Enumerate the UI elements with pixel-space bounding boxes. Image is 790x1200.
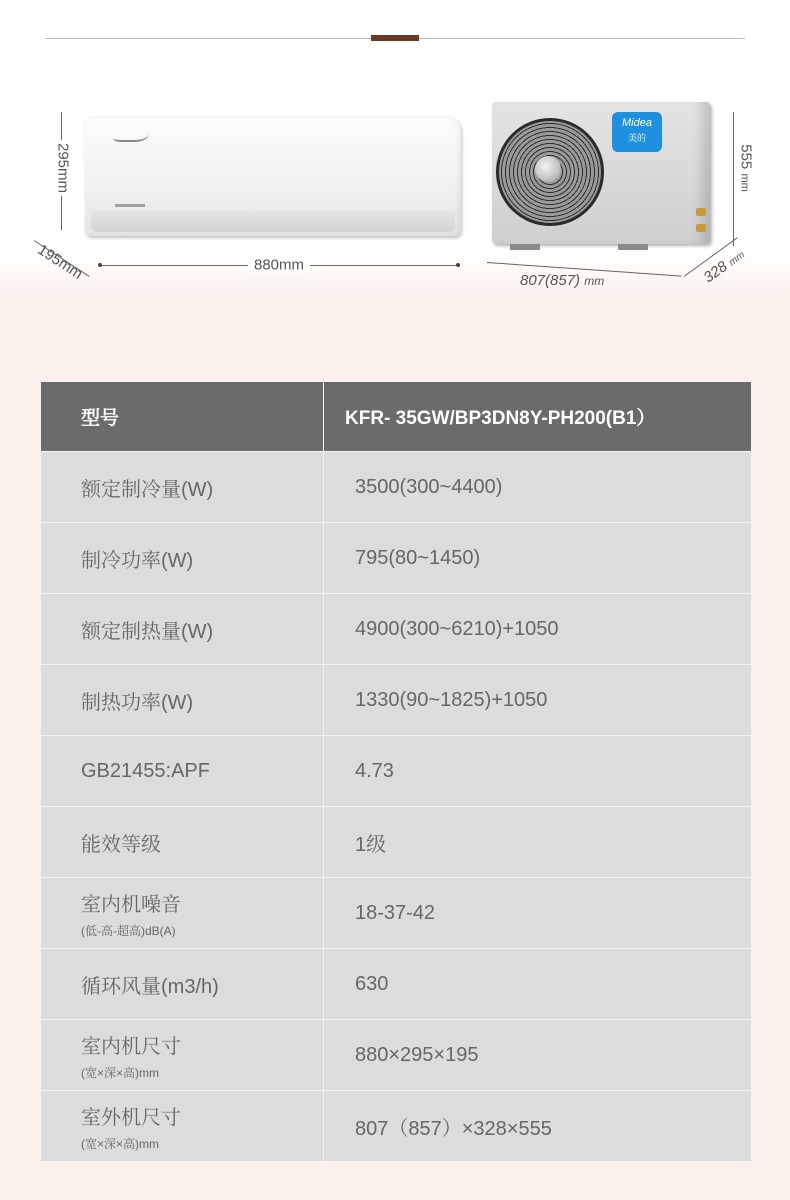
valve-lower (696, 224, 706, 232)
outdoor-height-line (733, 112, 734, 246)
outdoor-depth-unit: mm (727, 249, 747, 269)
spec-row (41, 452, 752, 523)
spec-row (41, 949, 752, 1020)
outdoor-height-label (739, 141, 754, 195)
spec-label-text: 制冷功率(W) (81, 549, 194, 572)
spec-value: 880×295×195 (324, 1020, 752, 1091)
outdoor-height-unit: mm (738, 173, 751, 192)
badge-brand-en: Midea (622, 117, 652, 129)
spec-label (41, 878, 324, 949)
spec-label (41, 949, 324, 1020)
spec-row (41, 523, 752, 594)
spec-value: 4900(300~6210)+1050 (324, 594, 752, 665)
spec-table (40, 381, 752, 1162)
spec-header-label: 型号 (41, 382, 324, 452)
spec-label-text: 额定制热量(W) (81, 620, 214, 643)
outdoor-unit-image (492, 102, 710, 244)
indoor-depth-label: 195mm (34, 241, 86, 283)
outdoor-depth-value: 328 (700, 257, 731, 287)
spec-label (41, 736, 324, 807)
indoor-vent (91, 210, 455, 232)
valve-upper (696, 208, 706, 216)
spec-label-text: 制热功率(W) (81, 691, 194, 714)
spec-label-text: GB21455:APF (81, 759, 210, 782)
indoor-brand-mark (115, 204, 145, 207)
indoor-height-label: 295mm (56, 140, 71, 196)
outdoor-width-value: 807(857) (520, 272, 581, 289)
indoor-width-label: 880mm (248, 258, 310, 273)
outdoor-width-unit: mm (584, 274, 605, 288)
spec-label (41, 807, 324, 878)
spec-label (41, 1020, 324, 1091)
spec-label (41, 452, 324, 523)
spec-label-text: 室内机尺寸 (81, 1035, 181, 1058)
spec-value: 807（857）×328×555 (324, 1091, 752, 1162)
outdoor-foot-left (510, 244, 540, 250)
outdoor-foot-right (618, 244, 648, 250)
spec-row (41, 1091, 752, 1162)
spec-value: 795(80~1450) (324, 523, 752, 594)
spec-label-text: 循环风量(m3/h) (81, 975, 219, 998)
spec-label (41, 594, 324, 665)
spec-value: 1级 (324, 807, 752, 878)
spec-row (41, 1020, 752, 1091)
spec-row (41, 665, 752, 736)
indoor-width-end-left (98, 263, 102, 267)
spec-label (41, 1091, 324, 1162)
spec-header-value: KFR- 35GW/BP3DN8Y-PH200(B1） (324, 382, 752, 452)
spec-row (41, 594, 752, 665)
indoor-width-end-right (456, 263, 460, 267)
spec-header-row (41, 382, 752, 452)
spec-label (41, 665, 324, 736)
indoor-logo (113, 122, 149, 142)
spec-label-sub: (宽×深×高)mm (81, 1136, 160, 1151)
spec-label-text: 室内机噪音 (81, 893, 181, 916)
spec-label-sub: (低-高-超高)dB(A) (81, 923, 176, 938)
spec-row (41, 736, 752, 807)
spec-label-text: 额定制冷量(W) (81, 478, 214, 501)
spec-label-text: 室外机尺寸 (81, 1106, 181, 1129)
spec-value: 1330(90~1825)+1050 (324, 665, 752, 736)
spec-value: 3500(300~4400) (324, 452, 752, 523)
spec-value: 630 (324, 949, 752, 1020)
spec-row (41, 878, 752, 949)
spec-row (41, 807, 752, 878)
indoor-unit-image (85, 116, 461, 236)
spec-value: 18-37-42 (324, 878, 752, 949)
top-accent-bar (371, 35, 419, 41)
outdoor-width-label (520, 273, 604, 288)
midea-badge (612, 112, 662, 152)
badge-brand-cn: 美的 (627, 133, 646, 143)
spec-label-sub: (宽×深×高)mm (81, 1065, 160, 1080)
outdoor-height-value: 555 (737, 144, 755, 170)
fan-hub (535, 156, 561, 182)
spec-label-text: 能效等级 (81, 833, 161, 856)
spec-value: 4.73 (324, 736, 752, 807)
spec-label (41, 523, 324, 594)
outdoor-depth-label (701, 246, 747, 285)
